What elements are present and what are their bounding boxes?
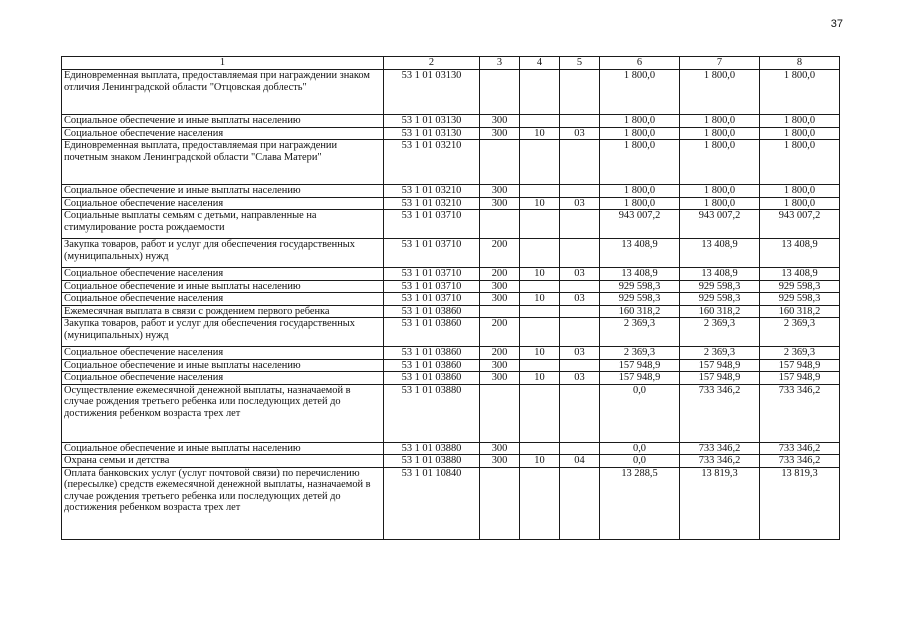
table-body [62,70,840,540]
cell-description: Охрана семьи и детства [62,455,384,468]
cell-section: 10 [520,293,560,306]
cell-amount-col6: 157 948,9 [600,359,680,372]
cell-amount-col6: 1 800,0 [600,115,680,128]
cell-subsection [560,140,600,185]
cell-amount-col6: 160 318,2 [600,305,680,318]
cell-amount-col7: 1 800,0 [680,140,760,185]
column-header-3: 3 [480,57,520,70]
cell-section [520,359,560,372]
cell-subsection [560,442,600,455]
cell-expense-type: 300 [480,359,520,372]
table-row [62,268,840,281]
column-header-4: 4 [520,57,560,70]
cell-code: 53 1 01 03860 [384,305,480,318]
cell-expense-type: 300 [480,280,520,293]
table-row [62,197,840,210]
cell-amount-col6: 0,0 [600,442,680,455]
cell-expense-type: 200 [480,239,520,268]
cell-amount-col6: 157 948,9 [600,372,680,385]
cell-code: 53 1 01 03880 [384,442,480,455]
cell-expense-type [480,140,520,185]
cell-subsection [560,280,600,293]
cell-section: 10 [520,197,560,210]
cell-amount-col8: 733 346,2 [760,442,840,455]
cell-description: Оплата банковских услуг (услуг почтовой связи) по перечислению (пересылке) средств ежемесячной денежной выплаты, назначаемой в случае рождения третьего ребенка или последующих детей до достижения ребенком возраста трех лет [62,467,384,539]
table-row [62,293,840,306]
cell-subsection [560,210,600,239]
table-row [62,115,840,128]
cell-code: 53 1 01 03860 [384,372,480,385]
table-row [62,70,840,115]
cell-subsection: 03 [560,197,600,210]
cell-expense-type [480,210,520,239]
cell-expense-type: 200 [480,347,520,360]
cell-section: 10 [520,347,560,360]
cell-subsection: 04 [560,455,600,468]
cell-amount-col8: 1 800,0 [760,197,840,210]
cell-expense-type: 300 [480,442,520,455]
cell-amount-col8: 13 408,9 [760,239,840,268]
cell-description: Социальное обеспечение и иные выплаты населению [62,115,384,128]
cell-amount-col7: 929 598,3 [680,293,760,306]
cell-amount-col7: 13 408,9 [680,268,760,281]
cell-section [520,185,560,198]
cell-section [520,140,560,185]
cell-amount-col6: 0,0 [600,455,680,468]
cell-description: Социальное обеспечение и иные выплаты населению [62,280,384,293]
cell-subsection: 03 [560,293,600,306]
cell-amount-col6: 13 408,9 [600,268,680,281]
cell-subsection [560,239,600,268]
cell-amount-col8: 2 369,3 [760,347,840,360]
cell-section [520,442,560,455]
cell-amount-col7: 1 800,0 [680,127,760,140]
cell-code: 53 1 01 03130 [384,70,480,115]
cell-description: Социальное обеспечение населения [62,372,384,385]
table-row [62,318,840,347]
cell-amount-col8: 157 948,9 [760,359,840,372]
cell-subsection [560,70,600,115]
cell-description: Единовременная выплата, предоставляемая при награждении почетным знаком Ленинградской области "Слава Матери" [62,140,384,185]
cell-description: Социальное обеспечение населения [62,197,384,210]
cell-code: 53 1 01 03710 [384,293,480,306]
cell-code: 53 1 01 03710 [384,268,480,281]
column-header-5: 5 [560,57,600,70]
cell-amount-col8: 929 598,3 [760,293,840,306]
cell-expense-type: 300 [480,115,520,128]
cell-expense-type [480,384,520,442]
cell-amount-col8: 943 007,2 [760,210,840,239]
table-row [62,140,840,185]
cell-expense-type: 300 [480,127,520,140]
cell-description: Ежемесячная выплата в связи с рождением первого ребенка [62,305,384,318]
cell-amount-col8: 13 819,3 [760,467,840,539]
cell-subsection: 03 [560,347,600,360]
table-row [62,467,840,539]
cell-amount-col7: 157 948,9 [680,359,760,372]
cell-subsection [560,318,600,347]
cell-section [520,210,560,239]
table-row [62,384,840,442]
cell-amount-col7: 160 318,2 [680,305,760,318]
cell-section: 10 [520,127,560,140]
table-row [62,442,840,455]
cell-code: 53 1 01 03880 [384,455,480,468]
cell-amount-col6: 13 408,9 [600,239,680,268]
column-header-6: 6 [600,57,680,70]
column-header-2: 2 [384,57,480,70]
cell-expense-type: 300 [480,197,520,210]
budget-table [61,56,840,540]
cell-section [520,467,560,539]
cell-amount-col6: 1 800,0 [600,185,680,198]
cell-amount-col7: 733 346,2 [680,442,760,455]
cell-amount-col7: 733 346,2 [680,455,760,468]
table-row [62,127,840,140]
cell-amount-col7: 943 007,2 [680,210,760,239]
table-row [62,305,840,318]
cell-amount-col7: 157 948,9 [680,372,760,385]
cell-code: 53 1 01 03710 [384,210,480,239]
cell-expense-type: 200 [480,268,520,281]
cell-section [520,305,560,318]
cell-description: Социальное обеспечение населения [62,268,384,281]
cell-section [520,70,560,115]
cell-amount-col6: 13 288,5 [600,467,680,539]
column-header-8: 8 [760,57,840,70]
cell-code: 53 1 01 03880 [384,384,480,442]
cell-description: Социальное обеспечение населения [62,127,384,140]
table-row [62,347,840,360]
table-row [62,372,840,385]
cell-subsection: 03 [560,268,600,281]
table-row [62,359,840,372]
cell-amount-col7: 733 346,2 [680,384,760,442]
cell-amount-col6: 1 800,0 [600,127,680,140]
cell-subsection [560,185,600,198]
column-header-7: 7 [680,57,760,70]
cell-section: 10 [520,455,560,468]
cell-amount-col8: 1 800,0 [760,140,840,185]
page-number: 37 [830,18,843,30]
cell-code: 53 1 01 03710 [384,280,480,293]
cell-amount-col8: 929 598,3 [760,280,840,293]
cell-amount-col6: 0,0 [600,384,680,442]
cell-expense-type: 200 [480,318,520,347]
cell-amount-col7: 13 408,9 [680,239,760,268]
header-row [62,57,840,70]
cell-amount-col6: 1 800,0 [600,197,680,210]
cell-amount-col8: 13 408,9 [760,268,840,281]
cell-amount-col8: 733 346,2 [760,384,840,442]
cell-amount-col6: 943 007,2 [600,210,680,239]
cell-description: Закупка товаров, работ и услуг для обеспечения государственных (муниципальных) нужд [62,239,384,268]
cell-amount-col6: 2 369,3 [600,347,680,360]
cell-amount-col8: 1 800,0 [760,185,840,198]
cell-expense-type: 300 [480,185,520,198]
cell-code: 53 1 01 03710 [384,239,480,268]
cell-description: Социальное обеспечение и иные выплаты населению [62,185,384,198]
cell-subsection [560,467,600,539]
cell-amount-col7: 1 800,0 [680,115,760,128]
cell-expense-type: 300 [480,293,520,306]
cell-subsection: 03 [560,372,600,385]
cell-code: 53 1 01 03860 [384,359,480,372]
cell-expense-type: 300 [480,455,520,468]
cell-subsection [560,359,600,372]
cell-amount-col7: 2 369,3 [680,318,760,347]
cell-amount-col8: 160 318,2 [760,305,840,318]
cell-amount-col7: 13 819,3 [680,467,760,539]
cell-subsection [560,305,600,318]
cell-description: Социальное обеспечение и иные выплаты населению [62,442,384,455]
cell-description: Социальное обеспечение населения [62,347,384,360]
cell-expense-type [480,305,520,318]
cell-description: Закупка товаров, работ и услуг для обеспечения государственных (муниципальных) нужд [62,318,384,347]
cell-expense-type [480,70,520,115]
cell-code: 53 1 01 03210 [384,140,480,185]
cell-description: Социальное обеспечение и иные выплаты населению [62,359,384,372]
cell-description: Социальное обеспечение населения [62,293,384,306]
cell-amount-col6: 929 598,3 [600,280,680,293]
cell-code: 53 1 01 03130 [384,115,480,128]
table-row [62,455,840,468]
cell-amount-col6: 1 800,0 [600,140,680,185]
cell-amount-col7: 2 369,3 [680,347,760,360]
cell-code: 53 1 01 10840 [384,467,480,539]
cell-amount-col8: 733 346,2 [760,455,840,468]
cell-subsection [560,115,600,128]
cell-section [520,115,560,128]
cell-section [520,384,560,442]
cell-description: Осуществление ежемесячной денежной выплаты, назначаемой в случае рождения третьего ребенка или последующих детей до достижения ребенком возраста трех лет [62,384,384,442]
cell-amount-col8: 2 369,3 [760,318,840,347]
cell-amount-col8: 1 800,0 [760,70,840,115]
cell-description: Единовременная выплата, предоставляемая при награждении знаком отличия Ленинградской области "Отцовская доблесть" [62,70,384,115]
table-row [62,185,840,198]
cell-amount-col6: 1 800,0 [600,70,680,115]
cell-expense-type: 300 [480,372,520,385]
cell-section [520,280,560,293]
cell-section [520,318,560,347]
cell-subsection: 03 [560,127,600,140]
table-row [62,239,840,268]
table-row [62,280,840,293]
cell-amount-col7: 1 800,0 [680,70,760,115]
cell-expense-type [480,467,520,539]
cell-amount-col8: 157 948,9 [760,372,840,385]
cell-section: 10 [520,268,560,281]
column-header-1: 1 [62,57,384,70]
cell-section: 10 [520,372,560,385]
cell-section [520,239,560,268]
cell-amount-col8: 1 800,0 [760,115,840,128]
cell-amount-col7: 1 800,0 [680,185,760,198]
cell-subsection [560,384,600,442]
cell-amount-col7: 929 598,3 [680,280,760,293]
cell-description: Социальные выплаты семьям с детьми, направленные на стимулирование роста рождаемости [62,210,384,239]
table-row [62,210,840,239]
cell-amount-col8: 1 800,0 [760,127,840,140]
cell-amount-col6: 929 598,3 [600,293,680,306]
cell-code: 53 1 01 03130 [384,127,480,140]
cell-amount-col6: 2 369,3 [600,318,680,347]
cell-amount-col7: 1 800,0 [680,197,760,210]
cell-code: 53 1 01 03860 [384,347,480,360]
cell-code: 53 1 01 03860 [384,318,480,347]
cell-code: 53 1 01 03210 [384,197,480,210]
cell-code: 53 1 01 03210 [384,185,480,198]
